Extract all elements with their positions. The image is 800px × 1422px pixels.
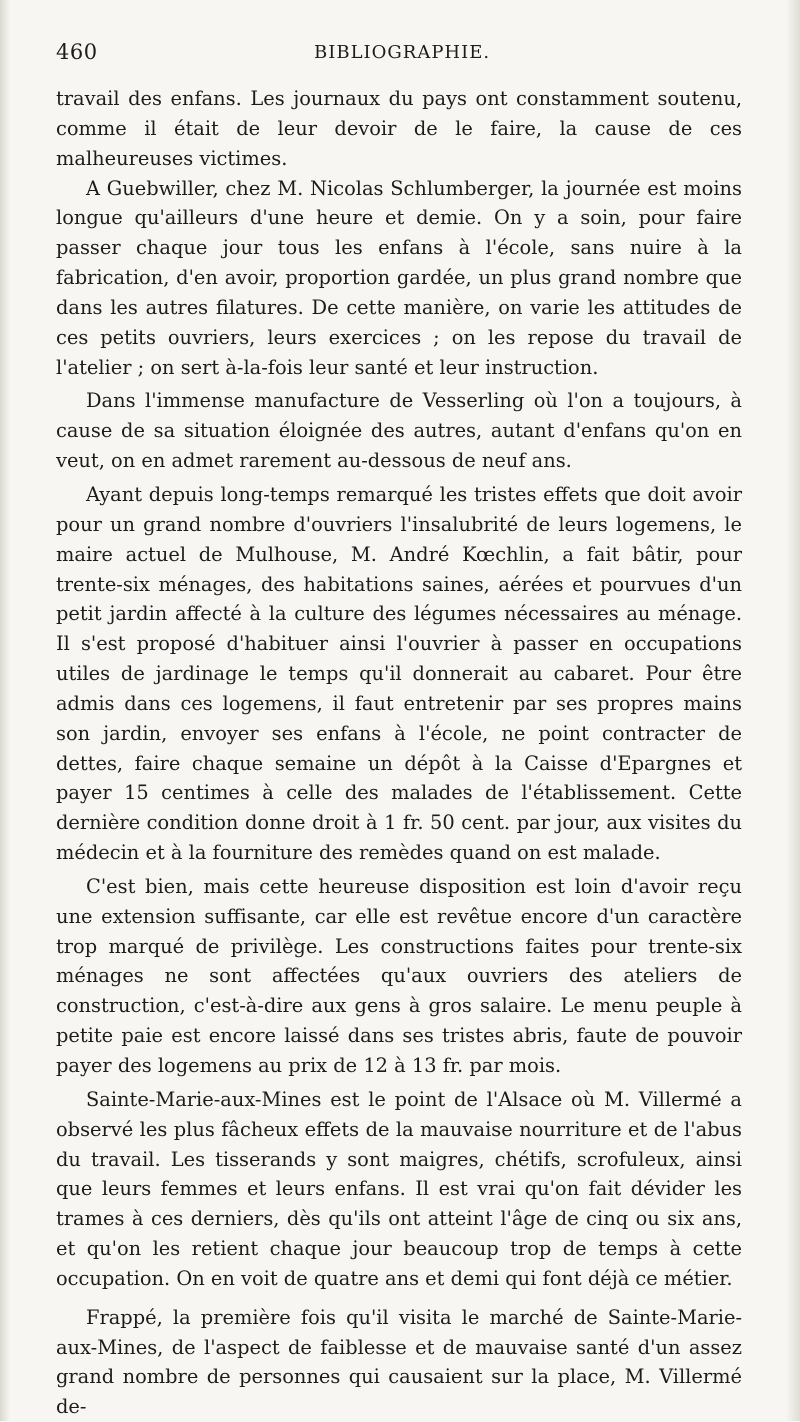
paragraph-privilege: C'est bien, mais cette heureuse disposition est loin d'avoir reçu une extension suffisante, car elle est revêtue encore d'un caractère trop marqué de privilège. Les constructions faites pour trente-six ménages ne sont affectées qu'aux ouvriers des ateliers de construction, c'est-à-dire aux gens à gros salaire. Le menu peuple à petite paie est encore laissé dans ses tristes abris, faute de pouvoir payer des logemens au prix de 12 à 13 fr. par mois.: [56, 874, 742, 1077]
page-number: 460: [56, 40, 98, 64]
paragraph-guebwiller: A Guebwiller, chez M. Nicolas Schlumberger, la journée est moins longue qu'ailleurs d'une heure et demie. On y a soin, pour faire passer chaque jour tous les enfans à l'école, sans nuire à la fabrication, d'en avoir, proportion gardée, un plus grand nombre que dans les autres filatures. De cette manière, on varie les attitudes de ces petits ouvriers, leurs exercices ; on les repose du travail de l'atelier ; on sert à-la-fois leur santé et leur instruction.: [56, 176, 742, 379]
paragraph-sainte-marie: Sainte-Marie-aux-Mines est le point de l'Alsace où M. Villermé a observé les plus fâcheux effets de la mauvaise nourriture et de l'abus du travail. Les tisserands y sont maigres, chétifs, scrofuleux, ainsi que leurs femmes et leurs enfans. Il est vrai qu'on fait dévider les trames à ces derniers, dès qu'ils ont atteint l'âge de cinq ou six ans, et qu'on les retient chaque jour beaucoup trop de temps à cette occupation. On en voit de quatre ans et demi qui font déjà ce métier.: [56, 1087, 742, 1290]
page-edge-shadow: [786, 0, 800, 1421]
running-head: BIBLIOGRAPHIE.: [314, 42, 491, 63]
paragraph-vesserling: Dans l'immense manufacture de Vesserling où l'on a toujours, à cause de sa situation éloignée des autres, autant d'enfans qu'on en veut, on en admet rarement au-dessous de neuf ans.: [56, 389, 742, 473]
paragraph-frappe: Frappé, la première fois qu'il visita le marché de Sainte-Marie-aux-Mines, de l'aspect de faiblesse et de mauvaise santé d'un assez grand nombre de personnes qui causaient sur la place, M. Villermé de-: [56, 1305, 742, 1419]
text-body: [56, 84, 742, 1422]
page-binding-shadow: [0, 0, 10, 1421]
paragraph-mulhouse: Ayant depuis long-temps remarqué les tristes effets que doit avoir pour un grand nombre d'ouvriers l'insalubrité de leurs logemens, le maire actuel de Mulhouse, M. André Kœchlin, a fait bâtir, pour trente-six ménages, des habitations saines, aérées et pourvues d'un petit jardin affecté à la culture des légumes nécessaires au ménage. Il s'est proposé d'habituer ainsi l'ouvrier à passer en occupations utiles de jardinage le temps qu'il donnerait au cabaret. Pour être admis dans ces logemens, il faut entretenir par ses propres mains son jardin, envoyer ses enfans à l'école, ne point contracter de dettes, faire chaque semaine un dépôt à la Caisse d'Epargnes et payer 15 centimes à celle des malades de l'établissement. Cette dernière condition donne droit à 1 fr. 50 cent. par jour, aux visites du médecin et à la fourniture des remèdes quand on est malade.: [56, 482, 742, 865]
page-header: [56, 40, 746, 74]
paragraph-continued: travail des enfans. Les journaux du pays ont constamment soutenu, comme il était de leur devoir de le faire, la cause de ces malheureuses victimes.: [56, 87, 742, 170]
